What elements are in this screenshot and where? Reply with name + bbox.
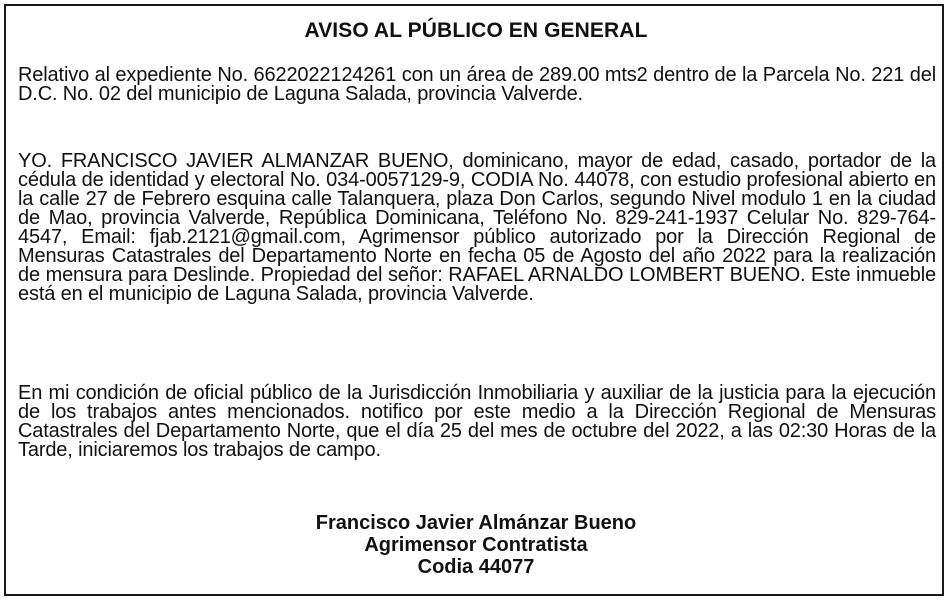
- paragraph-file-reference: Relativo al expediente No. 6622022124261 con un área de 289.00 mts2 dentro de la Parcela No. 221 del D.C. No. 02 del municipio de Laguna Salada, provincia Valverde.: [18, 64, 936, 105]
- signature-name: Francisco Javier Almánzar Bueno: [315, 512, 637, 534]
- signature-codia: Codia 44077: [417, 556, 535, 578]
- notice-title: AVISO AL PÚBLICO EN GENERAL: [304, 19, 648, 42]
- paragraph-surveyor-declaration: YO. FRANCISCO JAVIER ALMANZAR BUENO, dominicano, mayor de edad, casado, portador de la cédula de identidad y electoral No. 034-0057129-9, CODIA No. 44078, con estudio profesional abierto en la calle 27 de Febrero esquina calle Talanquera, plaza Don Carlos, segundo Nivel modulo 1 en la ciudad de Mao, provincia Valverde, República Dominicana, Teléfono No. 829-241-1937 Celular No. 829-764-4547, Email: fjab.2121@gmail.com, Agrimensor público autorizado por la Dirección Regional de Mensuras Catastrales del Departamento Norte en fecha 05 de Agosto del año 2022 para la realización de mensura para Deslinde. Propiedad del señor: RAFAEL ARNALDO LOMBERT BUENO. Este inmueble está en el municipio de Laguna Salada, provincia Valverde.: [18, 150, 936, 305]
- signature-block: [0, 512, 952, 578]
- paragraph-notification: En mi condición de oficial público de la Jurisdicción Inmobiliaria y auxiliar de la justicia para la ejecución de los trabajos antes mencionados. notifico por este medio a la Dirección Regional de Mensuras Catastrales del Departamento Norte, que el día 25 del mes de octubre del 2022, a las 02:30 Horas de la Tarde, iniciaremos los trabajos de campo.: [18, 382, 936, 461]
- signature-role: Agrimensor Contratista: [364, 534, 588, 556]
